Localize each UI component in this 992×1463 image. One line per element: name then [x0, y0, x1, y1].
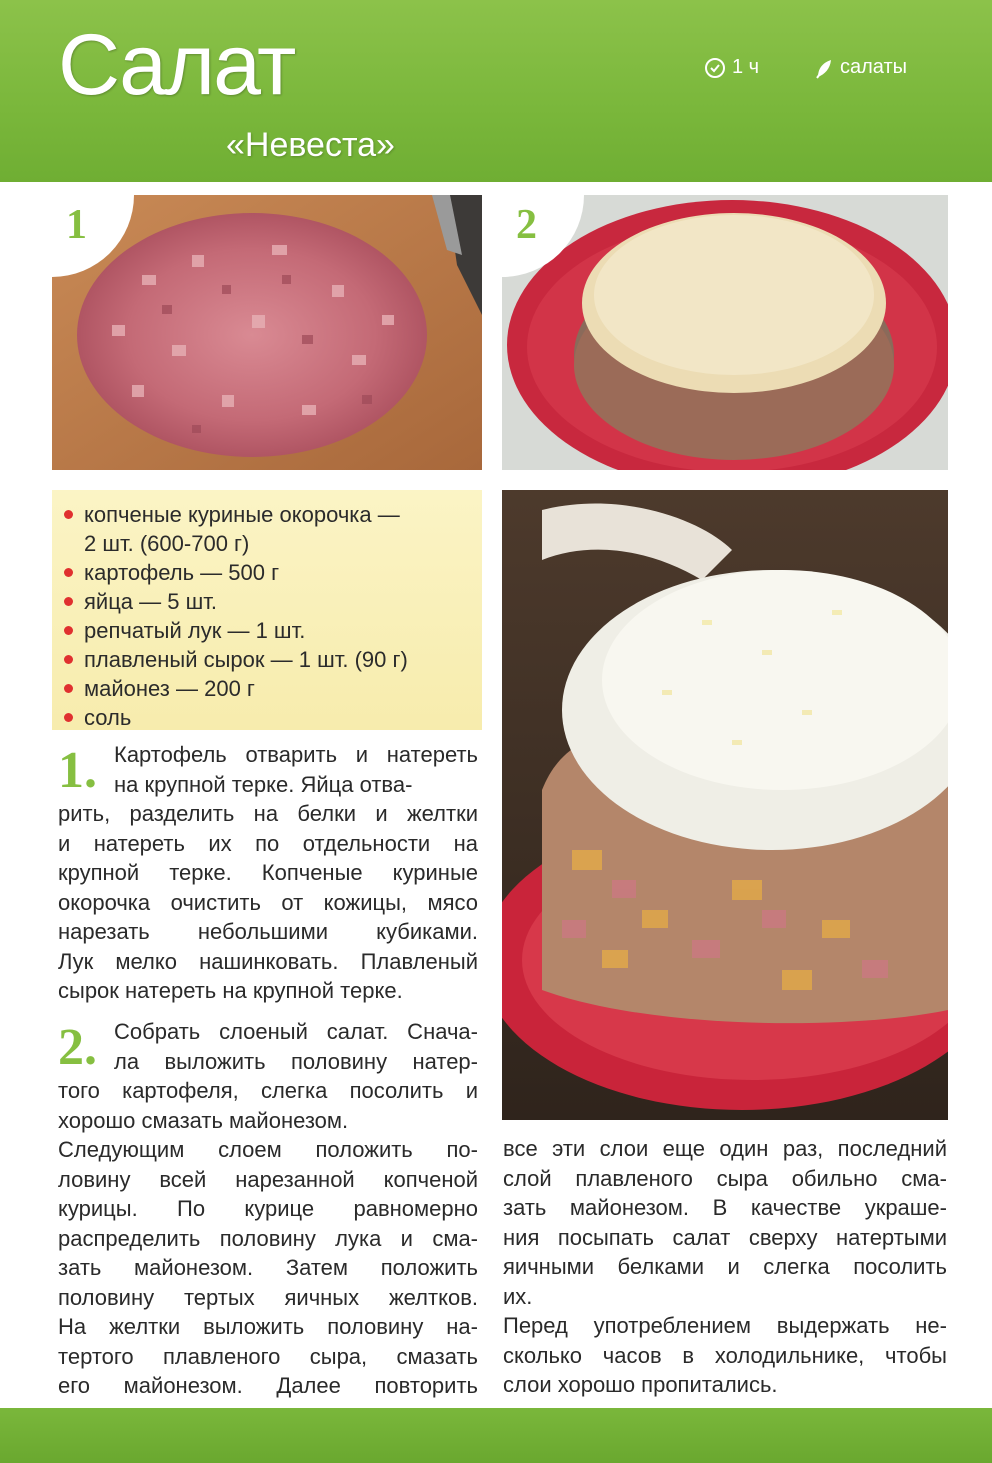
photo-chopped-chicken — [52, 195, 482, 470]
clock-icon — [704, 57, 726, 79]
step-2-line: слой плавленого сыра обильно сма- — [503, 1165, 947, 1191]
step-2-line: его майонезом. Далее повторить — [58, 1373, 478, 1398]
step-1-line: окорочка очистить от кожицы, мясо — [58, 889, 478, 915]
step-2-line: слои хорошо пропитались. — [503, 1372, 778, 1397]
ingredient-item: репчатый лук — 1 шт. — [62, 616, 482, 645]
step-1-line: Картофель отварить и натереть — [114, 742, 478, 767]
footer-band — [0, 1408, 992, 1463]
photo-number-badge: 1 — [52, 195, 134, 277]
step-1-line: крупной терке. Копченые куриные — [58, 860, 478, 885]
category-label: салаты — [840, 56, 908, 78]
cook-time — [704, 56, 759, 79]
photo-salad-assembly — [502, 195, 948, 470]
step-2-line: все эти слои еще один раз, последний — [503, 1136, 947, 1161]
step-2-line: зать майонезом. В качестве украше- — [503, 1195, 947, 1220]
step-2-line: того картофеля, слегка посолить и — [58, 1078, 478, 1103]
step-1-line: нарезать небольшими кубиками. — [58, 919, 478, 944]
step-2-line: сколько часов в холодильнике, чтобы — [503, 1342, 947, 1368]
cook-time-label: 1 ч — [732, 56, 760, 78]
step-2-line: Перед употреблением выдержать не- — [503, 1313, 947, 1338]
step-2-line: Следующим слоем положить по- — [58, 1137, 478, 1162]
bullet-icon — [64, 597, 73, 606]
ingredient-item: плавленый сырок — 1 шт. (90 г) — [62, 645, 482, 674]
ingredients-box — [52, 490, 482, 730]
step-2-continued-text — [503, 1134, 947, 1400]
photo-number-badge: 2 — [502, 195, 584, 277]
leaf-icon — [814, 57, 834, 79]
step-2-line: ния посыпать салат сверху натертыми — [503, 1224, 947, 1250]
category — [814, 56, 907, 79]
step-1-line: сырок натереть на крупной терке. — [58, 978, 403, 1003]
step-2-line: хорошо смазать майонезом. — [58, 1107, 349, 1133]
step-2-line: половину тертых яичных желтков. — [58, 1284, 478, 1310]
step-1-line: и натереть их по отдельности на — [58, 830, 478, 856]
step-1-line: рить, разделить на белки и желтки — [58, 801, 478, 826]
step-2-line: тертого плавленого сыра, смазать — [58, 1343, 478, 1369]
bullet-icon — [64, 713, 73, 722]
step-2-text — [58, 1017, 478, 1401]
step-2-line: ла выложить половину натер- — [114, 1048, 478, 1074]
bullet-icon — [64, 684, 73, 693]
step-2-line: На желтки выложить половину на- — [58, 1314, 478, 1339]
step-2-line: зать майонезом. Затем положить — [58, 1255, 478, 1280]
step-1-line: на крупной терке. Яйца отва- — [114, 771, 413, 797]
recipe-subtitle: «Невеста» — [226, 126, 395, 164]
step-2-line: Собрать слоеный салат. Снача- — [114, 1019, 478, 1044]
step-2-line: распределить половину лука и сма- — [58, 1225, 478, 1251]
step-2-line: их. — [503, 1283, 533, 1309]
ingredient-item: картофель — 500 г — [62, 558, 482, 587]
bullet-icon — [64, 510, 73, 519]
header-band — [0, 0, 992, 182]
ingredient-item: яйца — 5 шт. — [62, 587, 482, 616]
ingredient-item: соль — [62, 703, 482, 732]
step-2-line: ловину всей нарезанной копченой — [58, 1166, 478, 1192]
step-2-line: курицы. По курице равномерно — [58, 1196, 478, 1221]
step-1-text — [58, 740, 478, 1006]
ingredient-item: майонез — 200 г — [62, 674, 482, 703]
step-2-line: яичными белками и слегка посолить — [503, 1254, 947, 1279]
step-1-number: 1. — [58, 742, 97, 799]
step-2-number: 2. — [58, 1019, 97, 1076]
bullet-icon — [64, 655, 73, 664]
bullet-icon — [64, 568, 73, 577]
recipe-title: Салат — [58, 17, 295, 113]
ingredient-item: копченые куриные окорочка — 2 шт. (600-700 г) — [62, 500, 482, 558]
photo-finished-salad — [502, 490, 948, 1120]
bullet-icon — [64, 626, 73, 635]
ingredients-list — [52, 490, 482, 732]
step-1-line: Лук мелко нашинковать. Плавленый — [58, 948, 478, 974]
